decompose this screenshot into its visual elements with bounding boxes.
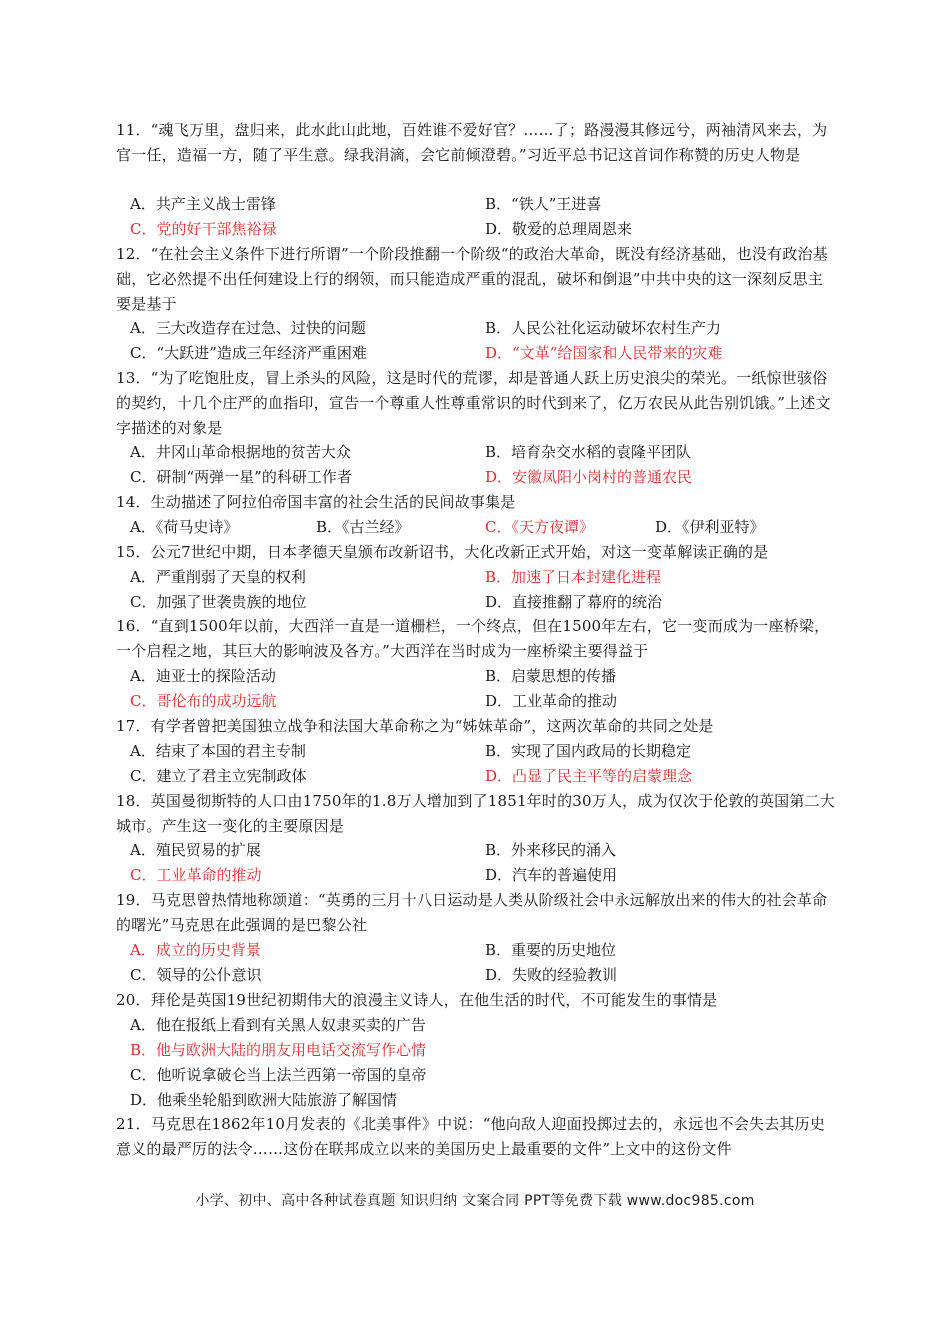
question-14-stem: 14．生动描述了阿拉伯帝国丰富的社会生活的民间故事集是	[116, 493, 516, 511]
option-11-c-answer: C．党的好干部焦裕禄	[130, 220, 277, 238]
option-15-a: A．严重削弱了天皇的权利	[130, 568, 306, 586]
option-13-d-answer: D．安徽凤阳小岗村的普通农民	[485, 468, 693, 486]
option-18-c-answer: C．工业革命的推动	[130, 866, 262, 884]
question-21-stem: 21．马克思在1862年10月发表的《北美事件》中说：“他向敌人迎面投掷过去的，永远也不会失去其历史意义的最严厉的法令……这份在联邦成立以来的美国历史上最重要的文件”上文中的这份文件	[116, 1115, 826, 1158]
option-20-a: A．他在报纸上看到有关黑人奴隶买卖的广告	[130, 1016, 426, 1034]
option-14-d: D．《伊利亚特》	[655, 518, 765, 536]
option-13-b: B．培育杂交水稻的袁隆平团队	[485, 443, 692, 461]
option-14-a: A．《荷马史诗》	[130, 518, 239, 536]
option-17-b: B．实现了国内政局的长期稳定	[485, 742, 692, 760]
option-14-b: B．《古兰经》	[316, 518, 410, 536]
option-19-c: C．领导的公仆意识	[130, 966, 262, 984]
option-17-c: C．建立了君主立宪制政体	[130, 767, 307, 785]
option-11-d: D．敬爱的总理周恩来	[485, 220, 633, 238]
question-17-stem: 17．有学者曾把美国独立战争和法国大革命称之为“姊妹革命”，这两次革命的共同之处是	[116, 717, 714, 735]
footer-download-notice: 小学、初中、高中各种试卷真题 知识归纳 文案合同 PPT等免费下载 www.doc985.com	[195, 1193, 755, 1209]
option-11-b: B．“铁人”王进喜	[485, 195, 602, 213]
question-16-stem: 16．“直到1500年以前，大西洋一直是一道栅栏，一个终点，但在1500年左右，它一变而成为一座桥梁，一个启程之地，其巨大的影响波及各方。”大西洋在当时成为一座桥梁主要得益于	[116, 617, 830, 660]
option-18-a: A．殖民贸易的扩展	[130, 841, 261, 859]
option-20-b-answer: B．他与欧洲大陆的朋友用电话交流写作心情	[130, 1041, 427, 1059]
option-12-a: A．三大改造存在过急、过快的问题	[130, 319, 366, 337]
option-19-d: D．失败的经验教训	[485, 966, 618, 984]
question-11-stem: 11．“魂飞万里，盘归来，此水此山此地，百姓谁不爱好官？……了；路漫漫其修远兮，两袖清风来去，为官一任，造福一方，随了平生意。绿我涓滴，会它前倾澄碧。”习近平总书记这首词作称赞的历史人物是	[116, 121, 828, 164]
option-17-d-answer: D．凸显了民主平等的启蒙理念	[485, 767, 693, 785]
option-16-d: D．工业革命的推动	[485, 692, 618, 710]
option-15-d: D．直接推翻了幕府的统治	[485, 593, 663, 611]
question-15-stem: 15．公元7世纪中期，日本孝德天皇颁布改新诏书，大化改新正式开始，对这一变革解读正确的是	[116, 543, 769, 561]
question-19-stem: 19．马克思曾热情地称颂道：“英勇的三月十八日运动是人类从阶级社会中永远解放出来的伟大的社会革命的曙光”马克思在此强调的是巴黎公社	[116, 891, 828, 934]
option-13-c: C．研制“两弹一星”的科研工作者	[130, 468, 352, 486]
option-19-a-answer: A．成立的历史背景	[130, 941, 261, 959]
option-19-b: B．重要的历史地位	[485, 941, 617, 959]
option-17-a: A．结束了本国的君主专制	[130, 742, 306, 760]
option-12-b: B．人民公社化运动破坏农村生产力	[485, 319, 722, 337]
option-13-a: A．井冈山革命根据地的贫苦大众	[130, 443, 351, 461]
option-16-a: A．迪亚士的探险活动	[130, 667, 276, 685]
option-14-c-answer: C．《天方夜谭》	[485, 518, 594, 536]
option-11-a: A．共产主义战士雷锋	[130, 195, 276, 213]
option-20-c: C．他听说拿破仑当上法兰西第一帝国的皇帝	[130, 1066, 427, 1084]
question-12-stem: 12．“在社会主义条件下进行所谓”一个阶段推翻一个阶级“的政治大革命，既没有经济基础，也没有政治基础，它必然提不出任何建设上行的纲领，而只能造成严重的混乱，破坏和倒退”中共中央的这一深刻反思主要是基于	[116, 245, 828, 313]
option-15-c: C．加强了世袭贵族的地位	[130, 593, 307, 611]
option-20-d: D．他乘坐轮船到欧洲大陆旅游了解国情	[130, 1091, 398, 1109]
option-16-c-answer: C．哥伦布的成功远航	[130, 692, 277, 710]
option-12-d-answer: D．“文革”给国家和人民带来的灾难	[485, 344, 723, 362]
option-16-b: B．启蒙思想的传播	[485, 667, 617, 685]
option-12-c: C．“大跃进”造成三年经济严重困难	[130, 344, 367, 362]
question-13-stem: 13．“为了吃饱肚皮，冒上杀头的风险，这是时代的荒谬，却是普通人跃上历史浪尖的荣光。一纸惊世骇俗的契约，十几个庄严的血指印，宣告一个尊重人性尊重常识的时代到来了，亿万农民从此告别饥饿。”上述文字描述的对象是	[116, 369, 831, 437]
option-15-b-answer: B．加速了日本封建化进程	[485, 568, 662, 586]
option-18-b: B．外来移民的涌入	[485, 841, 617, 859]
question-20-stem: 20．拜伦是英国19世纪初期伟大的浪漫主义诗人，在他生活的时代，不可能发生的事情是	[116, 991, 718, 1009]
question-18-stem: 18．英国曼彻斯特的人口由1750年的1.8万人增加到了1851年时的30万人，成为仅次于伦敦的英国第二大城市。产生这一变化的主要原因是	[116, 792, 835, 835]
option-18-d: D．汽车的普遍使用	[485, 866, 618, 884]
